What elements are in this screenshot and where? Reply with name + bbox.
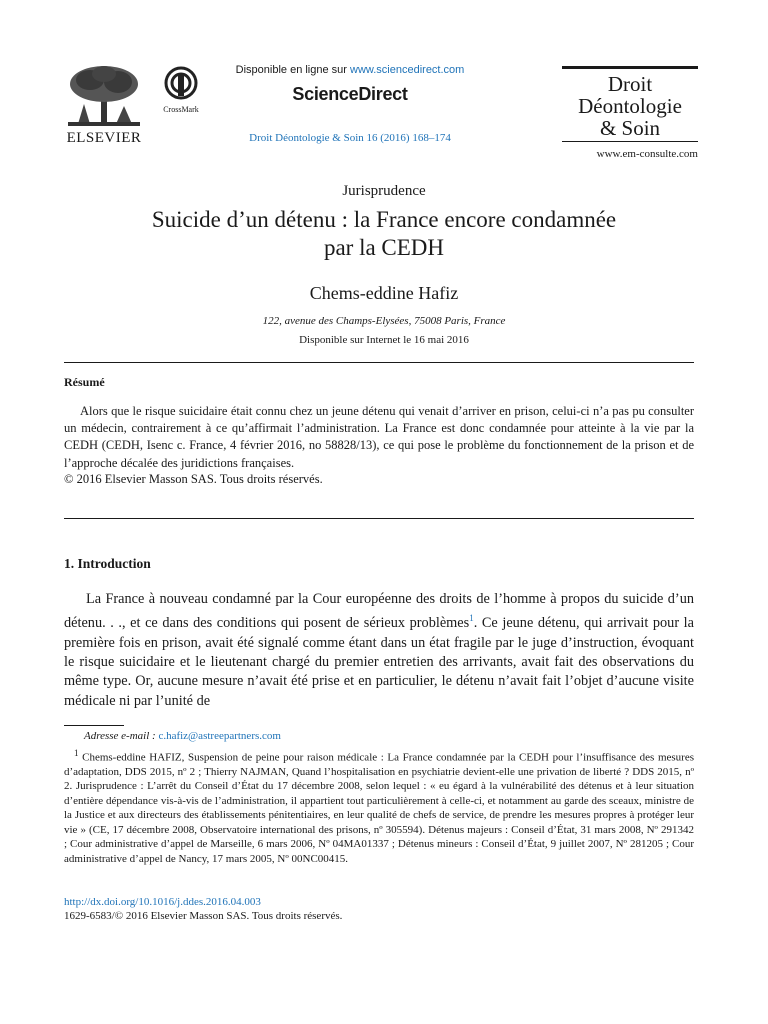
abstract-copyright: © 2016 Elsevier Masson SAS. Tous droits réservés. <box>64 472 323 486</box>
elsevier-tree-logo <box>64 64 144 128</box>
crossmark-label: CrossMark <box>163 105 199 114</box>
crossmark-button[interactable] <box>158 66 204 114</box>
author-name: Chems-eddine Hafiz <box>309 283 459 303</box>
abstract-text: Alors que le risque suicidaire était connu chez un jeune détenu qui venait d’arriver en prison, celui-ci n’a pas pu consulter un médecin, contrairement à ce qu’affirmait l’administration. La France est donc condamnée pour atteinte à la vie par la CEDH (CEDH, Isenc c. France, 4 février 2016, no 58828/13), ce qui pose le problème du fonctionnement de la prison et de l’approche décalée des juridictions françaises. <box>64 404 694 470</box>
crossmark-icon <box>164 66 198 100</box>
online-prefix: Disponible en ligne sur <box>235 64 351 76</box>
journal-title-box <box>562 66 698 142</box>
publisher-name: ELSEVIER <box>66 130 142 146</box>
journal-citation[interactable]: Droit Déontologie & Soin 16 (2016) 168–174 <box>249 132 451 144</box>
author-affiliation: 122, avenue des Champs-Elysées, 75008 Paris, France <box>262 315 506 327</box>
title-line: Suicide d’un détenu : la France encore condamnée <box>151 207 617 232</box>
sciencedirect-link[interactable]: www.sciencedirect.com <box>350 64 465 76</box>
footnote-rule <box>64 725 124 726</box>
author-email <box>84 730 281 742</box>
article-title <box>64 206 704 262</box>
abstract-top-rule <box>64 362 694 363</box>
journal-title-line: Déontologie <box>578 94 682 118</box>
footnote-number: 1 <box>74 748 79 758</box>
intro-text-part: . Ce jeune détenu, qui arrivait pour la première fois en prison, avait été signalé comme étant dans un état fragile par le juge d’instruction, évoquant le risque suicidaire et le lieutenant chargé du premier entretien des arrivants, avait fait des observations du même type. Or, aucune mesure n’avait été prise et en particulier, le détenu n’avait fait l’objet d’aucune visite médicale ni par l’unité de <box>64 615 694 709</box>
intro-paragraph <box>64 590 694 711</box>
sciencedirect-logo: ScienceDirect <box>292 84 408 104</box>
doi-link[interactable]: http://dx.doi.org/10.1016/j.ddes.2016.04.003 <box>64 896 261 908</box>
journal-title-line: Droit <box>607 72 653 96</box>
journal-website[interactable]: www.em-consulte.com <box>596 148 698 160</box>
online-availability <box>200 64 500 76</box>
online-date: Disponible sur Internet le 16 mai 2016 <box>299 334 469 346</box>
section-heading: 1. Introduction <box>64 556 151 571</box>
abstract-heading: Résumé <box>64 375 105 389</box>
footnote-text: Chems-eddine HAFIZ, Suspension de peine pour raison médicale : La France condamnée par la CEDH pour l’insuffisance des mesures d’adaptation, DDS 2015, nº 2 ; Thierry NAJMAN, Quand l’hospitalisation en psychiatrie devient-elle une privation de liberté ? DDS 2015, nº 2. Jurisprudence : L’arrêt du Conseil d’État du 17 décembre 2008, selon lequel : « eu égard à la vulnérabilité des détenus et à leur situation d’entière dépendance vis-à-vis de l’administration, il appartient tout particulièrement à celle-ci, et notamment au garde des sceaux, ministre de la Justice et aux directeurs des établissements pénitentiaires, en leur qualité de chefs de service, de prendre les mesures propres à protéger leur vie » (CE, 17 décembre 2008, Observatoire international des prisons, nº 305594). Détenus majeurs : Conseil d’État, 31 mars 2008, Nº 291342 ; Cour administrative d’appel de Marseille, 6 mars 2006, Nº 04MA01337 ; Détenus mineurs : Conseil d’État, 9 juillet 2007, Nº 281205 ; Cour administrative d’appel de Nancy, 17 mars 2005, Nº 00NC00415. <box>64 751 694 865</box>
email-label: Adresse e-mail : <box>84 730 159 742</box>
journal-title-line: & Soin <box>599 116 661 140</box>
issn-copyright: 1629-6583/© 2016 Elsevier Masson SAS. Tous droits réservés. <box>64 910 343 922</box>
abstract-bottom-rule <box>64 518 694 519</box>
footnote-ref[interactable]: 1 <box>469 613 474 624</box>
title-line: par la CEDH <box>323 235 445 260</box>
intro-text-part: La France à nouveau condamné par la Cour européenne des droits de l’homme à propos du suicide d’un détenu. . ., et ce dans des conditions qui posent de sérieux problèmes <box>64 591 694 632</box>
email-link[interactable]: c.hafiz@astreepartners.com <box>158 730 281 742</box>
footnote-1 <box>64 746 694 866</box>
article-section: Jurisprudence <box>342 183 426 199</box>
